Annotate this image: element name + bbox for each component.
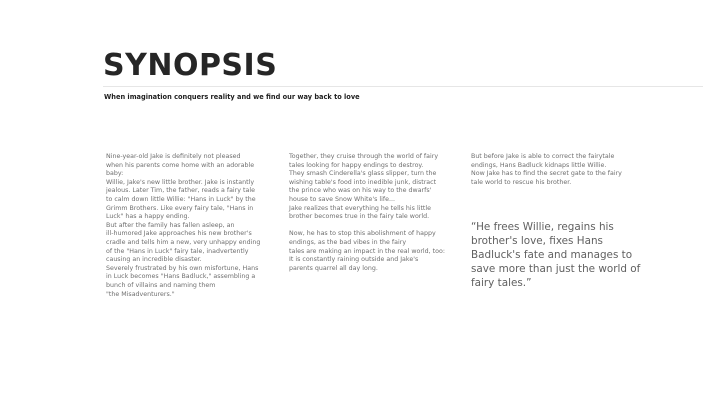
synopsis-column-3	[471, 153, 636, 187]
synopsis-paragraph: Together, they cruise through the world of fairy tales looking for happy endings to destroy. They smash Cinderella's glass slipper, turn the wishing table's food into inedible junk, distract the prince who was on his way to the dwarfs' house to save Snow White's life... Jake realizes that everything he tells his little brother becomes true in the fairy tale world.	[289, 153, 439, 221]
tagline: When imagination conquers reality and we find our way back to love	[104, 93, 360, 101]
synopsis-column-1	[106, 153, 266, 299]
synopsis-paragraph: But before Jake is able to correct the fairytale endings, Hans Badluck kidnaps little Willie. Now Jake has to find the secret gate to the fairy tale world to rescue his brother.	[471, 153, 622, 186]
synopsis-paragraph: Nine-year-old Jake is definitely not pleased when his parents come home with an adorable baby: Willie, Jake's new little brother. Jake is instantly jealous. Later Tim, the father, reads a fairy tale to calm down little Willie: "Hans in Luck" by the Grimm Brothers. Like every fairy tale, "Hans in Luck" has a happy ending. But after the family has fallen asleep, an ill-humored Jake approaches his new brother's cradle and tells him a new, very unhappy ending of the "Hans in Luck" fairy tale, inadvertently causing an incredible disaster. Severely frustrated by his own misfortune, Hans in Luck becomes "Hans Badluck," assembling a bunch of villains and naming them "the Misadventurers."	[106, 153, 261, 298]
title-divider	[103, 86, 703, 87]
page-title: SYNOPSIS	[103, 48, 278, 83]
synopsis-column-2	[289, 153, 449, 273]
synopsis-paragraph: Now, he has to stop this abolishment of happy endings, as the bad vibes in the fairy tales are making an impact in the real world, too: It is constantly raining outside and Jake's parents quarrel all day long.	[289, 230, 445, 272]
pull-quote: “He frees Willie, regains his brother's love, fixes Hans Badluck's fate and manages to save more than just the world of fairy tales.”	[471, 221, 641, 289]
